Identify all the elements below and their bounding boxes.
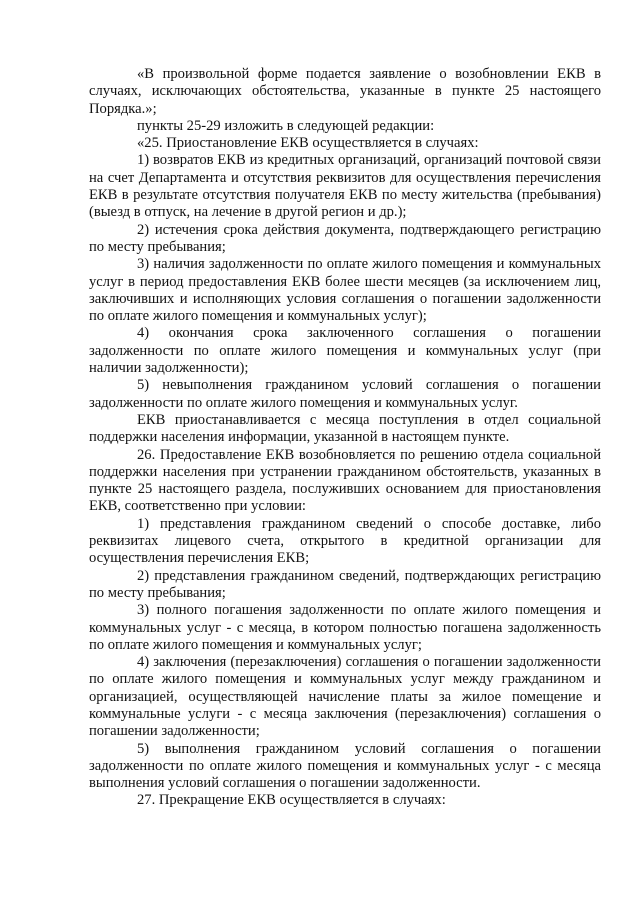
paragraph-25-item-1: 1) возвратов ЕКВ из кредитных организаций, организаций почтовой связи на счет Департамента и отсутствия реквизитов для осуществления перечисления ЕКВ в результате отсутствия получателя ЕКВ по месту жительства (пребывания) (выезд в отпуск, на лечение в другой регион и др.); (89, 152, 601, 221)
paragraph-26-item-2: 2) представления гражданином сведений, подтверждающих регистрацию по месту пребывания; (89, 567, 601, 601)
paragraph-section-25-heading: «25. Приостановление ЕКВ осуществляется в случаях: (137, 135, 479, 152)
paragraph-26-item-4: 4) заключения (перезаключения) соглашения о погашении задолженности по оплате жилого помещения и коммунальных услуг между гражданином и организацией, осуществляющей начисление платы за жилое помещение и коммунальные услуги - с месяца заключения (перезаключения) соглашения о погашении задолженности; (89, 654, 601, 740)
paragraph-26-item-1: 1) представления гражданином сведений о способе доставке, либо реквизитах лицевого счета, открытого в кредитной организации для осуществления перечисления ЕКВ; (89, 515, 601, 567)
paragraph-26-item-5: 5) выполнения гражданином условий соглашения о погашении задолженности по оплате жилого помещения и коммунальных услуг - с месяца выполнения условий соглашения о погашении задолженности. (89, 740, 601, 792)
paragraph-25-item-5: 5) невыполнения гражданином условий соглашения о погашении задолженности по оплате жилого помещения и коммунальных услуг. (89, 377, 601, 411)
paragraph-25-item-3: 3) наличия задолженности по оплате жилого помещения и коммунальных услуг в период предоставления ЕКВ более шести месяцев (за исключением лиц, заключивших и исполняющих условия соглашения о погашении задолженности по оплате жилого помещения и коммунальных услуг); (89, 256, 601, 325)
paragraph-section-27-heading: 27. Прекращение ЕКВ осуществляется в случаях: (137, 792, 446, 809)
document-page (89, 66, 601, 810)
paragraph-25-suspension-note: ЕКВ приостанавливается с месяца поступления в отдел социальной поддержки населения информации, указанной в настоящем пункте. (89, 411, 601, 446)
paragraph-26-item-3: 3) полного погашения задолженности по оплате жилого помещения и коммунальных услуг - с месяца, в котором полностью погашена задолженность по оплате жилого помещения и коммунальных услуг; (89, 602, 601, 653)
paragraph-amendment-instruction: пункты 25-29 изложить в следующей редакции: (137, 117, 435, 134)
paragraph-section-26-heading: 26. Предоставление ЕКВ возобновляется по решению отдела социальной поддержки населения при устранении гражданином обстоятельств, указанных в пункте 25 настоящего раздела, послуживших основанием для приостановления ЕКВ, соответственно при условии: (89, 446, 601, 515)
paragraph-25-item-4: 4) окончания срока заключенного соглашения о погашении задолженности по оплате жилого помещения и коммунальных услуг (при наличии задолженности); (89, 325, 601, 377)
paragraph-intro-statement: «В произвольной форме подается заявление о возобновлении ЕКВ в случаях, исключающих обстоятельства, указанные в пункте 25 настоящего Порядка.»; (89, 66, 601, 117)
paragraph-25-item-2: 2) истечения срока действия документа, подтверждающего регистрацию по месту пребывания; (89, 221, 601, 255)
